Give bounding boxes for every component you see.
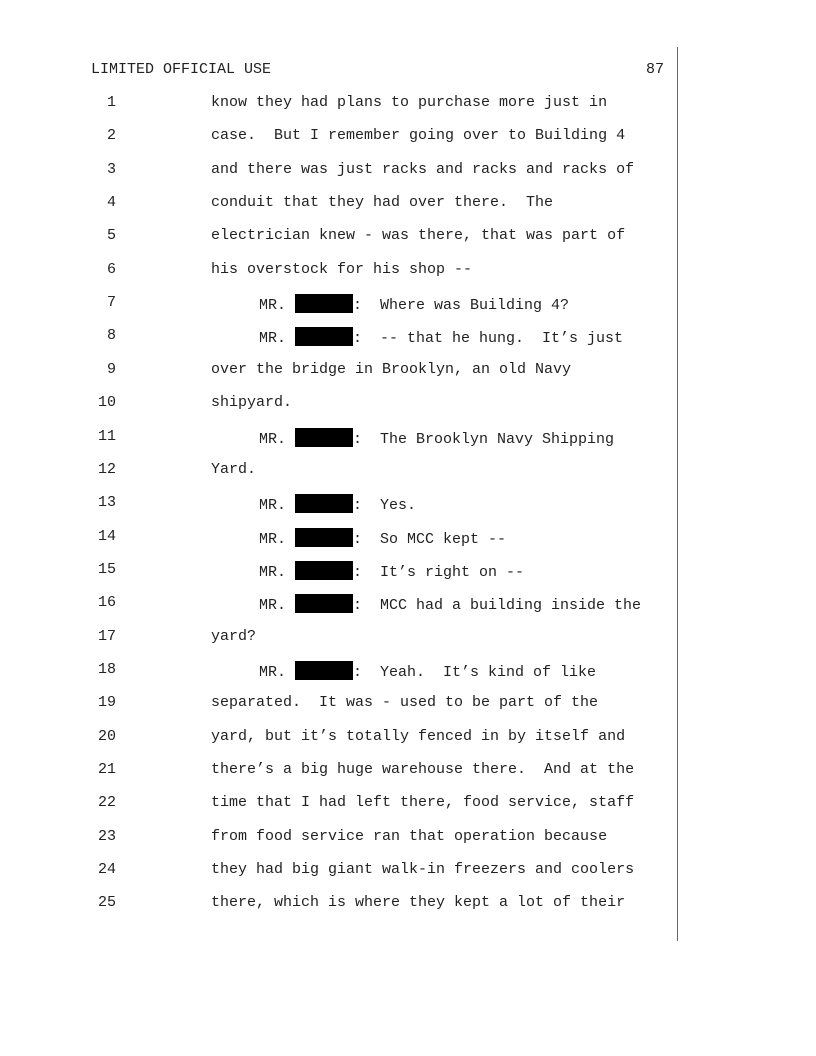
line-text: from food service ran that operation because	[211, 828, 608, 845]
speaker-label: MR.	[259, 497, 287, 514]
speaker-label: MR.	[259, 330, 287, 347]
line-text: they had big giant walk-in freezers and coolers	[211, 861, 635, 878]
line-number: 20	[97, 728, 116, 745]
transcript-line	[0, 161, 690, 185]
line-number: 19	[97, 694, 116, 711]
transcript-line	[0, 528, 690, 552]
line-number: 7	[106, 294, 116, 311]
line-number: 14	[97, 528, 116, 545]
line-text: his overstock for his shop --	[211, 261, 473, 278]
transcript-line	[0, 561, 690, 585]
transcript-line	[0, 494, 690, 518]
line-number: 15	[97, 561, 116, 578]
speech-text: : It’s right on --	[353, 564, 525, 581]
line-number: 24	[97, 861, 116, 878]
line-number: 17	[97, 628, 116, 645]
line-text: case. But I remember going over to Building 4	[211, 127, 626, 144]
redaction-box	[295, 294, 353, 313]
transcript-line	[0, 894, 690, 918]
transcript-line	[0, 227, 690, 251]
transcript-line	[0, 194, 690, 218]
speech-text: : Yeah. It’s kind of like	[353, 664, 597, 681]
line-text: Yard.	[211, 461, 257, 478]
redaction-box	[295, 528, 353, 547]
line-text	[259, 428, 614, 448]
transcript-line	[0, 694, 690, 718]
line-number: 6	[106, 261, 116, 278]
speech-text: : Where was Building 4?	[353, 297, 570, 314]
line-number: 21	[97, 761, 116, 778]
transcript-line	[0, 794, 690, 818]
speaker-label: MR.	[259, 664, 287, 681]
speaker-label: MR.	[259, 564, 287, 581]
transcript-line	[0, 461, 690, 485]
page-header-classification: LIMITED OFFICIAL USE	[91, 61, 272, 78]
line-text: know they had plans to purchase more just in	[211, 94, 608, 111]
page-number: 87	[646, 61, 665, 78]
line-number: 10	[97, 394, 116, 411]
transcript-line	[0, 861, 690, 885]
line-text: yard?	[211, 628, 257, 645]
line-number: 25	[97, 894, 116, 911]
line-text	[259, 594, 641, 614]
line-number: 12	[97, 461, 116, 478]
transcript-line	[0, 327, 690, 351]
line-text: separated. It was - used to be part of the	[211, 694, 599, 711]
transcript-line	[0, 361, 690, 385]
speaker-label: MR.	[259, 431, 287, 448]
redaction-box	[295, 661, 353, 680]
line-text: over the bridge in Brooklyn, an old Navy	[211, 361, 572, 378]
speech-text: : MCC had a building inside the	[353, 597, 642, 614]
speech-text: : -- that he hung. It’s just	[353, 330, 624, 347]
line-number: 9	[106, 361, 116, 378]
speaker-label: MR.	[259, 531, 287, 548]
line-text: yard, but it’s totally fenced in by itself and	[211, 728, 626, 745]
line-text	[259, 528, 506, 548]
transcript-line	[0, 261, 690, 285]
redaction-box	[295, 561, 353, 580]
redaction-box	[295, 494, 353, 513]
line-text: there, which is where they kept a lot of their	[211, 894, 626, 911]
line-text: shipyard.	[211, 394, 293, 411]
line-number: 23	[97, 828, 116, 845]
line-text: electrician knew - was there, that was part of	[211, 227, 626, 244]
line-number: 22	[97, 794, 116, 811]
speech-text: : The Brooklyn Navy Shipping	[353, 431, 615, 448]
transcript-line	[0, 394, 690, 418]
transcript-line	[0, 428, 690, 452]
redaction-box	[295, 428, 353, 447]
transcript-line	[0, 828, 690, 852]
transcript-line	[0, 127, 690, 151]
line-number: 16	[97, 594, 116, 611]
transcript-line	[0, 628, 690, 652]
speaker-label: MR.	[259, 597, 287, 614]
line-number: 11	[97, 428, 116, 445]
line-text	[259, 294, 569, 314]
transcript-line	[0, 294, 690, 318]
line-text: there’s a big huge warehouse there. And at the	[211, 761, 635, 778]
transcript-line	[0, 661, 690, 685]
transcript-line	[0, 761, 690, 785]
speech-text: : So MCC kept --	[353, 531, 507, 548]
line-number: 1	[106, 94, 116, 111]
line-text: time that I had left there, food service, staff	[211, 794, 635, 811]
line-text: and there was just racks and racks and racks of	[211, 161, 635, 178]
transcript-line	[0, 728, 690, 752]
line-number: 5	[106, 227, 116, 244]
transcript-line	[0, 594, 690, 618]
line-number: 3	[106, 161, 116, 178]
speech-text: : Yes.	[353, 497, 417, 514]
speaker-label: MR.	[259, 297, 287, 314]
line-number: 2	[106, 127, 116, 144]
line-text	[259, 661, 596, 681]
line-number: 18	[97, 661, 116, 678]
line-text	[259, 561, 524, 581]
line-number: 8	[106, 327, 116, 344]
line-text	[259, 494, 416, 514]
redaction-box	[295, 594, 353, 613]
line-number: 4	[106, 194, 116, 211]
line-text	[259, 327, 623, 347]
line-text: conduit that they had over there. The	[211, 194, 554, 211]
line-number: 13	[97, 494, 116, 511]
redaction-box	[295, 327, 353, 346]
transcript-line	[0, 94, 690, 118]
